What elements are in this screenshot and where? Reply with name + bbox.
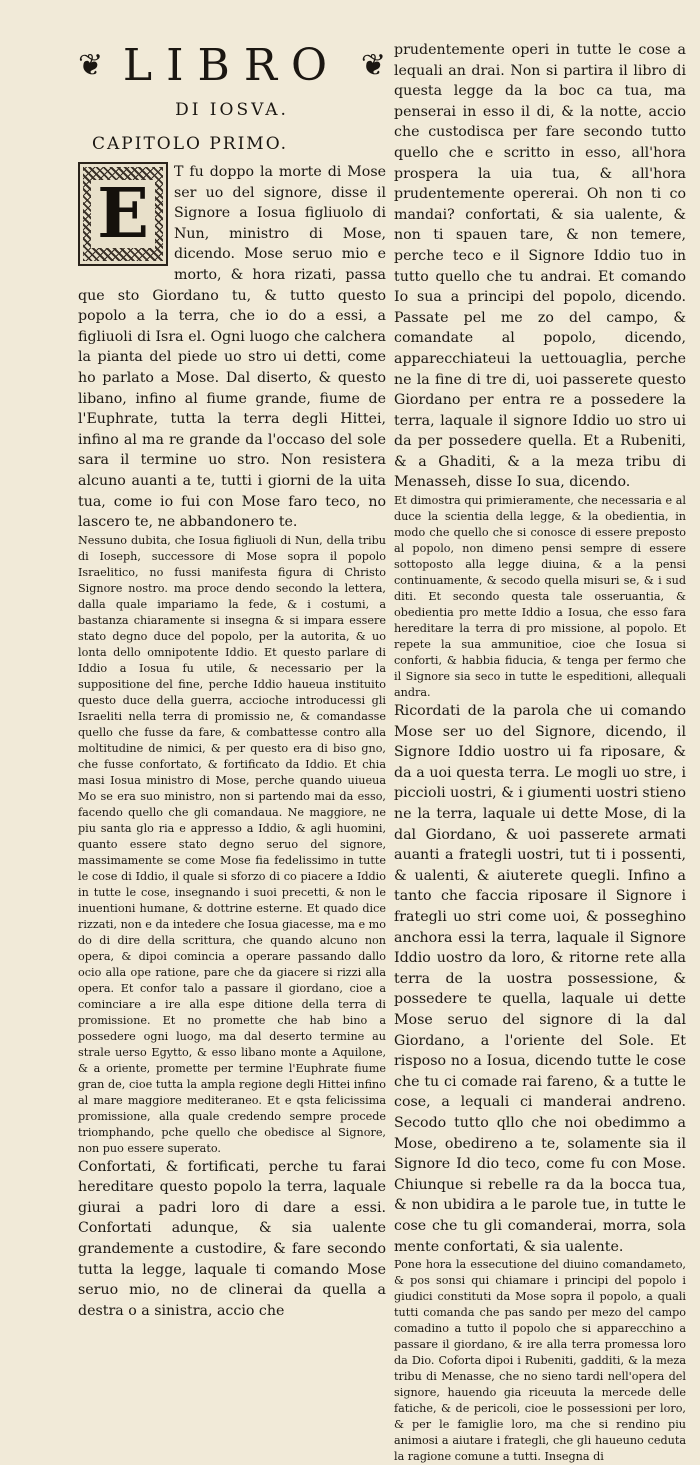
scripture-text-4: Ricordati de la parola che ui comando Mose ser uo del Signore, dicendo, il Signore Iddio uostro ui fa riposare, & da a uoi questa terra. Le mogli uo stre, i piccioli uostri, & i giumenti uostri stieno ne la terra, laquale ui dette Mose, di la dal Giordano, & uoi passerete armati auanti a frategli uostri, tut ti i possenti, & ualenti, & aiuterete quegli. Infino a tanto che faccia riposare il Signore i frategli uo stri come uoi, & posseghino anchora essi la terra, laquale il Signore Iddio uostro da loro, & ritorne rete alla terra de la uostra possessione, & possedere te quella, laquale ui dette Mose seruo del signore di la dal Giordano, a l'oriente del Sole. Et risposo no a Iosua, dicendo tutte le cose che tu ci comade rai fareno, & a tutte le cose, a lequali ci manderai andreno. Secodo tutto qllo che noi obedimmo a Mose, obedireno a te, solamente sia il Signore Id dio teco, come fu con Mose. Chiunque si rebelle ra da la bocca tua, & non ubidira a le parole tue, in tutte le cose che tu gli comanderai, morra, sola mente confortati, & sia ualente.	[394, 703, 686, 1255]
book-title: LIBRO	[122, 40, 342, 91]
woodcut-icon	[83, 167, 163, 261]
drop-cap-illustration	[78, 162, 168, 266]
commentary-text-2: Et dimostra qui primieramente, che necessaria e al duce la scientia della legge, & la obedientia, in modo che quello che si conosce di essere preposto al popolo, non dimeno pensi sempre di essere sottoposto alla legge diuina, & a la pensi continuamente, & secodo quella misuri se, & i sud diti. Et secondo questa tale osseruantia, & obedientia pro mette Iddio a Iosua, che esso fara hereditare la terra di pro missione, al popolo. Et repete la sua ammunitioe, cioe che Iosua si conforti, & habbia fiducia, & tenga per fermo che il Signore sia seco in tutte le espeditioni, allequali andra.	[394, 494, 686, 700]
fleuron-right-icon: ❦	[360, 48, 386, 83]
commentary-text-3: Pone hora la essecutione del diuino comandameto, & pos sonsi qui chiamare i principi del popolo i giudici constituti da Mose sopra il popolo, a quali tutti comanda che pas sando per mezo del campo comadino a tutto il popolo che si apparecchino a passare il giordano, & ire alla terra promessa loro da Dio. Coforta dipoi i Rubeniti, gadditi, & la meza tribu di Menasse, che no sieno tardi nell'opera del signore, hauendo gia riceuuta la mercede delle fatiche, & de pericoli, cioe le possessioni per loro, & per le famiglie loro, ma che si rendino piu animosi a aiutare i frategli, che gli haueuno ceduta la ragione comune a tutti. Insegna di	[394, 1258, 686, 1464]
book-subtitle: DI IOSVA.	[175, 100, 289, 120]
fleuron-left-icon: ❦	[78, 48, 104, 83]
commentary-text-1: Nessuno dubita, che Iosua figliuoli di Nun, della tribu di Ioseph, successore di Mose sopra il popolo Israelitico, no fussi manifesta figura di Christo Signore nostro. ma proce dendo secondo la lettera, dalla quale impariamo la fede, & i costumi, a bastanza chiaramente si insegna & si impara essere stato degno duce del popolo, per la autorita, & uo lonta dello omnipotente Iddio. Et questo parlare di Iddio a Iosua fu utile, & necessario per la suppositione del fine, perche Iddio haueua instituito questo duce della guerra, accioche introducessi gli Israeliti nella terra di promissio ne, & comandasse quello che fusse da fare, & combattesse contro alla moltitudine de nimici, & per questo era di biso gno, che fusse confortato, & fortificato da Iddio. Et chia masi Iosua ministro di Mose, perche quando uiueua Mo se era suo ministro, non si partendo mai da esso, facendo quello che gli comandaua. Ne maggiore, ne piu santa glo ria e appresso a Iddio, & agli huomini, quanto essere stato degno seruo del signore, massimamente se come Mose fia fedelissimo in tutte le cose di Iddio, il quale si sforzo di co piacere a Iddio in tutte le cose, insegnando i suoi precetti, & non le inuentioni humane, & dottrine esterne. Et quado dice rizzati, non e da intedere che Iosua giacesse, ma e mo do di dire della scrittura, che quando alcuno non opera, & dipoi comincia a operare passando dallo ocio alla ope ratione, pare che da giacere si rizzi alla opera. Et confor talo a passare il giordano, cioe a cominciare a ire alla espe ditione della terra di promissione. Et no promette che hab bino a possedere ogni luogo, ma dal deserto termine au strale uerso Egytto, & esso libano monte a Aquilone, & a oriente, promette per termine l'Euphrate fiume gran de, cioe tutta la ampla regione degli Hittei infino al mare maggiore mediteraneo. Et e qsta felicissima promissione, alla quale credendo sempre procede triomphando, pche quello che obedisce al Signore, non puo essere superato.	[78, 533, 386, 1155]
chapter-title: CAPITOLO PRIMO.	[92, 134, 289, 154]
scripture-text-3: prudentemente operi in tutte le cose a lequali an drai. Non si partira il libro di questa legge da la boc ca tua, ma penserai in esso il di, & la notte, accio che custodisca per fare secondo tutto quello che e scritto in esso, all'hora prospera la uia tua, & all'hora prudentemente opererai. Oh non ti co mandai? confortati, & sia ualente, & non ti spauen tare, & non temere, perche teco e il Signore Iddio tuo in tutto quello che tu andrai. Et comando Io sua a principi del popolo, dicendo. Passate pel me zo del campo, & comandate al popolo, dicendo, apparecchiateui la uettouaglia, perche ne la fine di tre di, uoi passerete questo Giordano per entra re a possedere la terra, laquale il signore Iddio uo stro ui da per possedere quella. Et a Rubeniti, & a Ghaditi, & a la meza tribu di Menasseh, disse Io sua, dicendo.	[394, 42, 686, 491]
left-column	[78, 40, 386, 1319]
right-column	[394, 40, 686, 1464]
drop-cap-letter: E	[91, 180, 155, 248]
scripture-text-1: T fu doppo la morte di Mose ser uo del signore, disse il Signore a Iosua figliuolo di Nun, ministro di Mose, dicendo. Mose seruo mio e morto, & hora rizati, passa que sto Giordano tu, & tutto questo popolo a la terra, che io do a essi, a figliuoli di Isra el. Ogni luogo che calchera la pianta del piede uo stro ui detti, come ho parlato a Mose. Dal diserto, & questo libano, infino al fiume grande, fiume de l'Euphrate, tutta la terra degli Hittei, infino al ma re grande da l'occaso del sole sara il termine uo stro. Non resistera alcuno auanti a te, tutti i giorni de la uita tua, come io fui con Mose faro teco, no lascero te, ne abbandonero te.	[78, 164, 386, 531]
scripture-text-2: Confortati, & fortificati, perche tu farai hereditare questo popolo la terra, laquale giurai a padri loro di dare a essi. Confortati adunque, & sia ualente grandemente a custodire, & fare secondo tutta la legge, laquale ti comando Mose seruo mio, no de clinerai da quella a destra o a sinistra, accio che	[78, 1158, 386, 1319]
title-row	[78, 40, 386, 92]
